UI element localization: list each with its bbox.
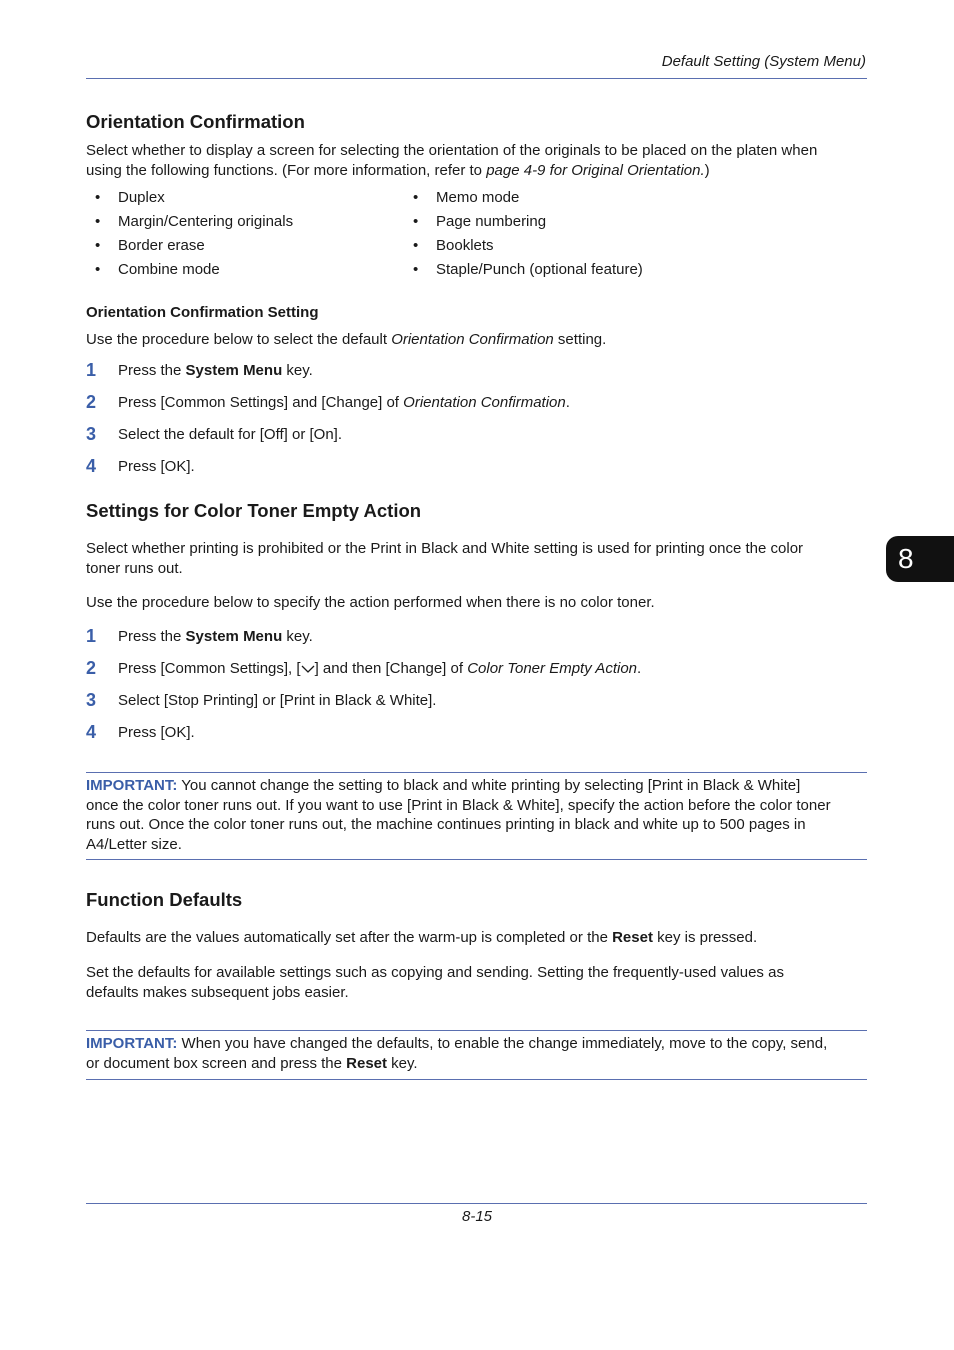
list-item-label: Border erase xyxy=(118,237,205,254)
list-item-label: Page numbering xyxy=(436,213,547,230)
step-text xyxy=(118,660,641,677)
important-box-bottom-rule xyxy=(86,859,867,860)
step-text-part: Press the xyxy=(118,362,186,379)
system-menu-key-label: System Menu xyxy=(185,628,283,645)
important-text-end: key. xyxy=(387,1054,418,1072)
footer-rule xyxy=(86,1203,867,1204)
defaults-paragraph-2-line-2: defaults makes subsequent jobs easier. xyxy=(86,983,349,1001)
step-text: Select [Stop Printing] or [Print in Black & White]. xyxy=(118,692,437,709)
orientation-intro-line-1: Select whether to display a screen for selecting the orientation of the originals to be placed on the platen when xyxy=(86,142,818,159)
defaults-text-end: key is pressed. xyxy=(652,929,758,946)
step-text-part: Press the xyxy=(118,628,186,645)
step-number: 2 xyxy=(86,392,97,412)
important-line-4: A4/Letter size. xyxy=(86,835,182,853)
step-text-part: Press [Common Settings] and [Change] of xyxy=(118,394,404,411)
step-text xyxy=(118,628,313,645)
defaults-paragraph-2-line-1: Set the defaults for available settings such as copying and sending. Setting the frequently-used values as xyxy=(86,964,784,981)
orientation-sub-heading: Orientation Confirmation Setting xyxy=(86,304,319,321)
header-rule xyxy=(86,78,867,79)
step-text: Press [OK]. xyxy=(118,458,195,475)
intro-text: using the following functions. (For more information, refer to xyxy=(86,161,487,179)
list-item-label: Duplex xyxy=(118,189,165,206)
toner-important-note xyxy=(86,776,867,854)
important-box-top-rule xyxy=(86,772,867,773)
list-item-label: Memo mode xyxy=(436,189,520,206)
step-number: 2 xyxy=(86,658,97,678)
list-item-label: Staple/Punch (optional feature) xyxy=(436,261,643,278)
toner-paragraph-1-line-1: Select whether printing is prohibited or the Print in Black and White setting is used for printing once the color xyxy=(86,540,804,557)
step-number: 4 xyxy=(86,456,97,476)
defaults-important-note xyxy=(86,1034,867,1073)
important-label: IMPORTANT: xyxy=(86,1035,178,1052)
list-item-label: Booklets xyxy=(436,237,494,254)
step-text-part: key. xyxy=(282,628,313,645)
defaults-heading: Function Defaults xyxy=(86,889,243,910)
orientation-intro-line-2 xyxy=(86,161,867,181)
step-number: 1 xyxy=(86,360,97,380)
important-line-1 xyxy=(86,776,867,796)
step-text-part: ] and then [Change] of xyxy=(314,660,468,677)
important-line-2: once the color toner runs out. If you want to use [Print in Black & White], specify the action before the color toner xyxy=(86,796,831,814)
important-box-bottom-rule xyxy=(86,1079,867,1080)
step-number: 3 xyxy=(86,690,97,710)
step-text xyxy=(118,394,570,411)
step-text xyxy=(118,362,313,379)
defaults-paragraph-2 xyxy=(86,963,867,1002)
list-item-label: Combine mode xyxy=(118,261,220,278)
page-number: 8-15 xyxy=(461,1208,493,1225)
step-text-part: key. xyxy=(282,362,313,379)
important-label: IMPORTANT: xyxy=(86,777,178,794)
step-text: Select the default for [Off] or [On]. xyxy=(118,426,343,443)
toner-heading: Settings for Color Toner Empty Action xyxy=(86,500,422,521)
step-emphasis: Orientation Confirmation xyxy=(403,394,566,411)
important-box-top-rule xyxy=(86,1030,867,1031)
reset-key-label: Reset xyxy=(612,929,653,946)
important-line-1 xyxy=(86,1034,867,1054)
step-number: 1 xyxy=(86,626,97,646)
defaults-text: Defaults are the values automatically set after the warm-up is completed or the xyxy=(86,929,613,946)
important-text: You cannot change the setting to black and white printing by selecting [Print in Black & White] xyxy=(177,777,801,794)
toner-paragraph-1 xyxy=(86,539,867,578)
step-text-part: . xyxy=(565,394,570,411)
orientation-heading: Orientation Confirmation xyxy=(86,111,305,132)
defaults-paragraph-1 xyxy=(86,928,867,948)
step-emphasis: Color Toner Empty Action xyxy=(467,660,638,677)
step-text: Press [OK]. xyxy=(118,724,195,741)
sub-intro-emphasis: Orientation Confirmation xyxy=(391,331,554,348)
reset-key-label: Reset xyxy=(346,1054,388,1072)
list-item-label: Margin/Centering originals xyxy=(118,213,294,230)
step-number: 4 xyxy=(86,722,97,742)
important-line-2 xyxy=(86,1054,867,1074)
page-header-title: Default Setting (System Menu) xyxy=(661,53,866,70)
toner-paragraph-1-line-2: toner runs out. xyxy=(86,559,183,577)
chevron-down-icon xyxy=(301,664,315,674)
important-text: When you have changed the defaults, to enable the change immediately, move to the copy, send, xyxy=(177,1035,828,1052)
sub-intro-text-end: setting. xyxy=(553,331,607,348)
important-line-3: runs out. Once the color toner runs out, the machine continues printing in black and white up to 500 pages in xyxy=(86,816,806,833)
intro-text-end: ) xyxy=(704,161,710,179)
orientation-sub-intro xyxy=(86,330,867,350)
system-menu-key-label: System Menu xyxy=(185,362,283,379)
chapter-tab: 8 xyxy=(886,536,954,582)
page-reference: page 4-9 for Original Orientation. xyxy=(486,161,705,179)
step-number: 3 xyxy=(86,424,97,444)
step-text-part: Press [Common Settings], [ xyxy=(118,660,301,677)
sub-intro-text: Use the procedure below to select the default xyxy=(86,331,392,348)
toner-paragraph-2: Use the procedure below to specify the action performed when there is no color toner. xyxy=(86,594,655,611)
orientation-intro xyxy=(86,141,867,180)
important-text: or document box screen and press the xyxy=(86,1054,347,1072)
step-text-part: . xyxy=(637,660,642,677)
